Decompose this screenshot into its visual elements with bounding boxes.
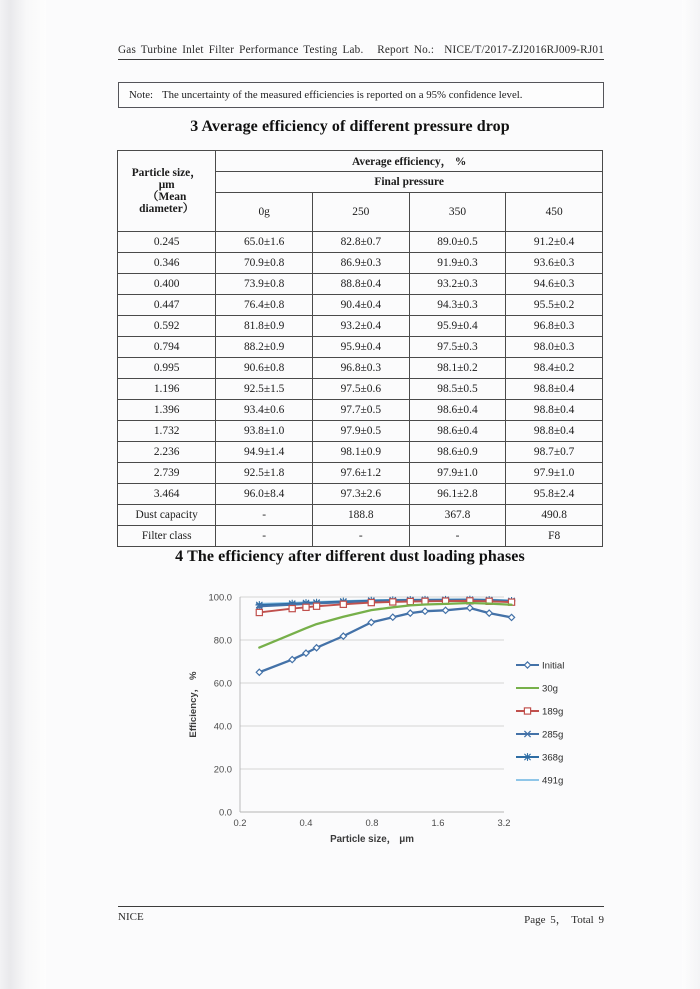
cell-efficiency: 95.9±0.4 — [409, 316, 506, 337]
cell-efficiency: 98.4±0.2 — [506, 358, 603, 379]
cell-efficiency: 93.4±0.6 — [216, 400, 313, 421]
table-row — [118, 316, 603, 337]
cell-particle-size: 1.732 — [118, 421, 216, 442]
cell-efficiency: 91.2±0.4 — [506, 232, 603, 253]
cell-particle-size: 0.346 — [118, 253, 216, 274]
chart-marker-square — [524, 708, 530, 714]
chart-marker-diamond — [524, 662, 530, 668]
column-header-350: 350 — [409, 193, 506, 232]
cell-efficiency: 93.6±0.3 — [506, 253, 603, 274]
chart-legend-item[interactable] — [516, 660, 564, 671]
cell-summary-value: - — [216, 526, 313, 547]
average-efficiency-table — [117, 150, 603, 547]
chart-marker-square — [289, 606, 295, 612]
column-header-250: 250 — [312, 193, 409, 232]
chart-legend-item[interactable] — [516, 683, 558, 694]
chart-marker-square — [407, 598, 413, 604]
particle-size-line-1: Particle size， — [131, 166, 202, 179]
table-row — [118, 421, 603, 442]
table-row — [118, 337, 603, 358]
cell-efficiency: 73.9±0.8 — [216, 274, 313, 295]
cell-efficiency: 94.6±0.3 — [506, 274, 603, 295]
cell-particle-size: 0.794 — [118, 337, 216, 358]
cell-summary-value: - — [409, 526, 506, 547]
cell-particle-size: 0.400 — [118, 274, 216, 295]
note-box — [118, 82, 604, 108]
cell-particle-size: 0.995 — [118, 358, 216, 379]
cell-efficiency: 96.8±0.3 — [312, 358, 409, 379]
cell-efficiency: 90.6±0.8 — [216, 358, 313, 379]
cell-efficiency: 98.1±0.2 — [409, 358, 506, 379]
footer-page-number: Page 5， Total 9 — [524, 914, 604, 926]
cell-efficiency: 93.2±0.3 — [409, 274, 506, 295]
cell-particle-size: 1.196 — [118, 379, 216, 400]
y-axis-tick-label: 80.0 — [213, 634, 232, 646]
cell-efficiency: 98.6±0.4 — [409, 421, 506, 442]
chart-marker-diamond — [422, 608, 428, 614]
cell-efficiency: 88.8±0.4 — [312, 274, 409, 295]
efficiency-chart — [118, 578, 602, 856]
header-average-efficiency: Average efficiency， % — [216, 151, 603, 172]
cell-efficiency: 92.5±1.8 — [216, 463, 313, 484]
table-row — [118, 232, 603, 253]
cell-efficiency: 97.9±1.0 — [506, 463, 603, 484]
cell-efficiency: 65.0±1.6 — [216, 232, 313, 253]
cell-particle-size: 2.236 — [118, 442, 216, 463]
cell-particle-size: 0.447 — [118, 295, 216, 316]
header-lab-name: Gas Turbine Inlet Filter Performance Testing Lab. — [118, 44, 364, 56]
column-header-450: 450 — [506, 193, 603, 232]
cell-efficiency: 93.2±0.4 — [312, 316, 409, 337]
x-axis-title: Particle size， μm — [330, 834, 414, 845]
table-header-row-group — [118, 151, 603, 172]
cell-efficiency: 88.2±0.9 — [216, 337, 313, 358]
table-summary-row — [118, 505, 603, 526]
cell-efficiency: 98.6±0.9 — [409, 442, 506, 463]
cell-particle-size: 3.464 — [118, 484, 216, 505]
table-row — [118, 463, 603, 484]
cell-particle-size: 0.592 — [118, 316, 216, 337]
footer-left-text: NICE — [118, 911, 144, 923]
y-axis-tick-label: 0.0 — [218, 806, 232, 818]
table-row — [118, 442, 603, 463]
cell-efficiency: 95.9±0.4 — [312, 337, 409, 358]
legend-label: 368g — [542, 752, 564, 764]
document-header — [118, 44, 604, 60]
cell-particle-size: 1.396 — [118, 400, 216, 421]
cell-summary-value: - — [312, 526, 409, 547]
y-axis-tick-label: 40.0 — [213, 720, 232, 732]
chart-marker-diamond — [390, 614, 396, 620]
report-no-value: NICE/T/2017-ZJ2016RJ009-RJ01 — [444, 44, 604, 56]
table-row — [118, 400, 603, 421]
cell-efficiency: 97.3±2.6 — [312, 484, 409, 505]
cell-efficiency: 96.1±2.8 — [409, 484, 506, 505]
chart-marker-square — [303, 604, 309, 610]
note-text: The uncertainty of the measured efficiencies is reported on a 95% confidence level. — [162, 89, 523, 101]
header-particle-size — [118, 151, 216, 232]
cell-efficiency: 82.8±0.7 — [312, 232, 409, 253]
header-final-pressure: Final pressure — [216, 172, 603, 193]
section-3-title: 3 Average efficiency of different pressure drop — [190, 118, 510, 135]
cell-efficiency: 92.5±1.5 — [216, 379, 313, 400]
cell-efficiency: 90.4±0.4 — [312, 295, 409, 316]
cell-efficiency: 70.9±0.8 — [216, 253, 313, 274]
cell-summary-value: F8 — [506, 526, 603, 547]
cell-efficiency: 97.5±0.6 — [312, 379, 409, 400]
section-4-title: 4 The efficiency after different dust loading phases — [175, 548, 525, 565]
cell-efficiency: 81.8±0.9 — [216, 316, 313, 337]
chart-marker-diamond — [508, 614, 514, 620]
chart-marker-diamond — [256, 669, 262, 675]
cell-efficiency: 96.0±8.4 — [216, 484, 313, 505]
legend-label: 189g — [542, 706, 564, 718]
cell-efficiency: 76.4±0.8 — [216, 295, 313, 316]
cell-efficiency: 98.6±0.4 — [409, 400, 506, 421]
table-head — [118, 151, 603, 232]
cell-efficiency: 89.0±0.5 — [409, 232, 506, 253]
legend-label: 285g — [542, 729, 564, 741]
table-row — [118, 379, 603, 400]
cell-efficiency: 86.9±0.3 — [312, 253, 409, 274]
cell-summary-value: 367.8 — [409, 505, 506, 526]
report-no-label: Report No.: — [377, 44, 435, 56]
cell-efficiency: 97.9±0.5 — [312, 421, 409, 442]
table-row — [118, 484, 603, 505]
cell-summary-value: 188.8 — [312, 505, 409, 526]
cell-efficiency: 97.9±1.0 — [409, 463, 506, 484]
chart-marker-diamond — [486, 610, 492, 616]
cell-efficiency: 94.9±1.4 — [216, 442, 313, 463]
efficiency-table-container — [117, 150, 603, 547]
chart-marker-square — [256, 609, 262, 615]
y-axis-tick-label: 100.0 — [208, 591, 232, 603]
cell-particle-size: 2.739 — [118, 463, 216, 484]
x-axis-tick-label: 1.6 — [431, 817, 445, 828]
cell-summary-value: - — [216, 505, 313, 526]
cell-efficiency: 98.7±0.7 — [506, 442, 603, 463]
chart-marker-asterisk — [524, 753, 532, 761]
cell-efficiency: 91.9±0.3 — [409, 253, 506, 274]
chart-marker-square — [368, 599, 374, 605]
particle-size-line-2: μm — [158, 178, 175, 191]
cell-efficiency: 98.8±0.4 — [506, 421, 603, 442]
cell-efficiency: 98.1±0.9 — [312, 442, 409, 463]
column-header-0g: 0g — [216, 193, 313, 232]
note-label: Note: — [129, 89, 153, 101]
chart-marker-square — [340, 601, 346, 607]
cell-efficiency: 95.8±2.4 — [506, 484, 603, 505]
particle-size-line-3: （Mean — [147, 191, 187, 203]
chart-marker-diamond — [407, 610, 413, 616]
cell-efficiency: 97.6±1.2 — [312, 463, 409, 484]
table-body — [118, 232, 603, 547]
cell-efficiency: 98.5±0.5 — [409, 379, 506, 400]
chart-marker-square — [390, 599, 396, 605]
cell-efficiency: 97.7±0.5 — [312, 400, 409, 421]
chart-marker-asterisk — [255, 601, 263, 609]
table-summary-row — [118, 526, 603, 547]
chart-marker-square — [313, 603, 319, 609]
cell-efficiency: 98.8±0.4 — [506, 379, 603, 400]
chart-svg-canvas — [118, 578, 602, 856]
cell-summary-label: Dust capacity — [118, 505, 216, 526]
chart-legend-item[interactable] — [516, 729, 563, 740]
legend-label: Initial — [542, 660, 565, 672]
chart-legend-item[interactable] — [516, 775, 563, 786]
chart-marker-diamond — [467, 605, 473, 611]
chart-legend-item[interactable] — [516, 752, 563, 763]
header-report-number — [377, 44, 604, 56]
particle-size-line-4: diameter） — [139, 203, 195, 216]
cell-efficiency: 98.0±0.3 — [506, 337, 603, 358]
table-row — [118, 253, 603, 274]
cell-particle-size: 0.245 — [118, 232, 216, 253]
table-row — [118, 295, 603, 316]
x-axis-tick-label: 0.2 — [233, 817, 247, 828]
cell-summary-label: Filter class — [118, 526, 216, 547]
document-footer — [118, 906, 604, 927]
y-axis-tick-label: 20.0 — [213, 763, 232, 775]
legend-label: 30g — [542, 683, 559, 695]
cell-efficiency: 93.8±1.0 — [216, 421, 313, 442]
x-axis-tick-label: 0.8 — [365, 817, 379, 828]
table-row — [118, 274, 603, 295]
table-row — [118, 358, 603, 379]
x-axis-tick-label: 0.4 — [299, 817, 313, 828]
chart-marker-diamond — [442, 607, 448, 613]
chart-legend-item[interactable] — [516, 706, 563, 717]
cell-efficiency: 94.3±0.3 — [409, 295, 506, 316]
legend-label: 491g — [542, 775, 564, 787]
cell-summary-value: 490.8 — [506, 505, 603, 526]
cell-efficiency: 97.5±0.3 — [409, 337, 506, 358]
cell-efficiency: 98.8±0.4 — [506, 400, 603, 421]
y-axis-tick-label: 60.0 — [213, 677, 232, 689]
cell-efficiency: 95.5±0.2 — [506, 295, 603, 316]
x-axis-tick-label: 3.2 — [497, 817, 511, 828]
cell-efficiency: 96.8±0.3 — [506, 316, 603, 337]
y-axis-title: Efficiency， % — [188, 671, 199, 738]
